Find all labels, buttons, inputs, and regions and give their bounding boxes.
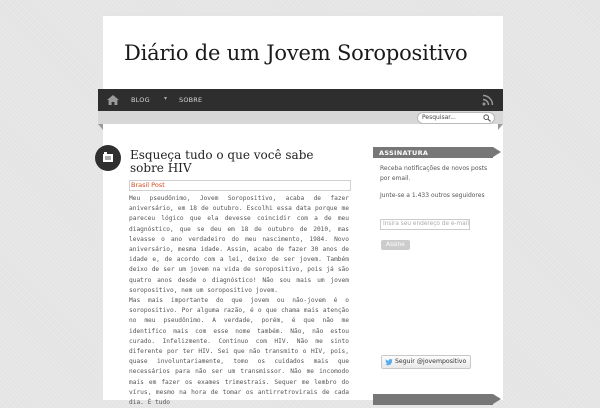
- subscribe-button-label: Assine: [386, 242, 405, 248]
- ribbon-fold-left: [98, 124, 103, 130]
- rss-icon[interactable]: [482, 94, 494, 106]
- subscribe-button[interactable]: [381, 240, 410, 250]
- nav-item-blog[interactable]: BLOG: [131, 96, 150, 104]
- twitter-follow-button[interactable]: [381, 355, 471, 369]
- search-icon[interactable]: [483, 114, 491, 122]
- search-input[interactable]: [417, 112, 495, 124]
- subscription-widget-header: [373, 147, 493, 158]
- twitter-follow-label: Seguir @jovempositivo: [395, 358, 467, 365]
- next-widget-header-tail: [493, 394, 501, 404]
- subscription-followers: Junte-se a 1.433 outros seguidores: [380, 192, 485, 199]
- search-placeholder: Pesquisar...: [422, 114, 456, 121]
- post-paragraph-1: Meu pseudônimo, Jovem Soropositivo, acaba de fazer aniversário, em 18 de outubro. Escolhi essa data porque me pareceu lógico que ela devesse coincidir com a de meu diagnóstico, que se deu em 18 de outubro de 2010, mas levasse o ano verdadeiro do meu nascimento, 1984. Novo aniversário, mesma idade. Assim, acabo de fazer 30 anos de idade e, de acordo com a lei, deixo de ser jovem. Também deixo de ser um jovem na vida de soropositivo, pois já são quatro anos desde o diagnóstico! Não sou mais um jovem soropositivo, nem um soropositivo jovem.: [129, 195, 349, 294]
- document-icon: [95, 145, 121, 171]
- subscription-description: Receba notificações de novos posts por email.: [380, 165, 488, 182]
- widget-header-tail: [493, 147, 501, 157]
- home-icon[interactable]: [106, 93, 120, 107]
- category-link[interactable]: Brasil Post: [131, 181, 165, 189]
- post-format-icon: [95, 145, 121, 171]
- ribbon-fold-right: [498, 124, 503, 130]
- chevron-down-icon: ▾: [164, 95, 168, 102]
- post-title[interactable]: Esqueça tudo o que você sabe sobre HIV: [130, 148, 314, 175]
- post-category-box: [129, 180, 351, 191]
- twitter-bird-icon: [385, 358, 393, 366]
- email-placeholder: Insira seu endereço de e-mail: [383, 221, 469, 227]
- post-paragraph-2: Mas mais importante do que jovem ou não-jovem é o soropositivo. Por alguma razão, é o que chama mais atenção no meu pseudônimo. A verdade, porém, é que não me identifico mais com esse nome também. Não, não estou curado. Infelizmente. Continuo com HIV. Não me sinto diferente por ter HIV. Sei que não transmito o HIV, pois, quase involuntariamente, tomo os cuidados mais que necessários para não ser um transmissor. Não me incomodo mais em fazer os exames trimestrais. Sequer me lembro do vírus, mesmo na hora de tomar os antirretrovirais de cada dia. É tudo: [129, 297, 349, 407]
- site-title[interactable]: Diário de um Jovem Soropositivo: [124, 41, 468, 65]
- subscription-header-label: ASSINATURA: [379, 149, 429, 157]
- email-field[interactable]: [380, 219, 470, 230]
- nav-item-sobre[interactable]: SOBRE: [179, 96, 203, 104]
- main-navigation: [98, 89, 503, 111]
